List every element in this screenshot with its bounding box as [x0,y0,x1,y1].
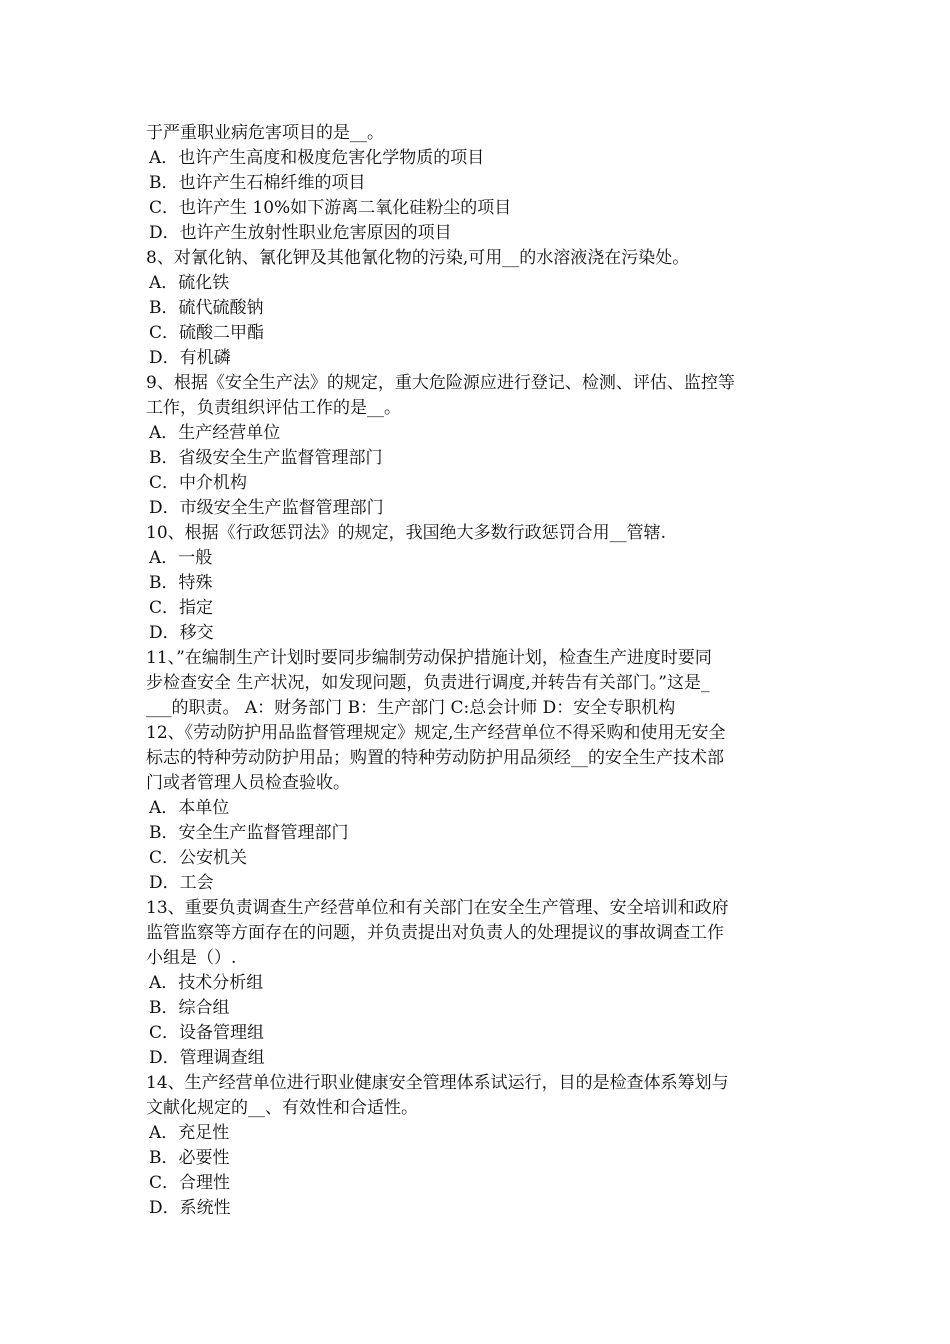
answer-option: A．充足性 [149,1123,230,1143]
answer-option: D．管理调查组 [149,1048,265,1068]
question-text-block [146,121,812,1221]
question-line: 步检查安全 生产状况，如发现问题，负责进行调度,并转告有关部门。”这是_ [146,673,710,693]
question-line: 于严重职业病危害项目的是__。 [146,123,384,143]
question-line: 11、”在编制生产计划时要同步编制劳动保护措施计划，检查生产进度时要同 [146,648,712,668]
answer-option: C．合理性 [149,1173,231,1193]
question-line: 监管监察等方面存在的问题，并负责提出对负责人的处理提议的事故调查工作 [146,923,724,943]
answer-option: D．市级安全生产监督管理部门 [149,498,384,518]
answer-option: C．也许产生 10%如下游离二氧化硅粉尘的项目 [149,198,512,218]
answer-option: D．系统性 [149,1198,231,1218]
question-line: 门或者管理人员检查验收。 [146,773,350,793]
question-line: 12、《劳动防护用品监督管理规定》规定,生产经营单位不得采购和使用无安全 [146,723,726,743]
answer-option: D．有机磷 [149,348,231,368]
question-line: 工作，负责组织评估工作的是__。 [146,398,401,418]
question-line: 标志的特种劳动防护用品；购置的特种劳动防护用品须经__的安全生产技术部 [146,748,724,768]
question-line: 文献化规定的__、有效性和合适性。 [146,1098,418,1118]
answer-option: A．也许产生高度和极度危害化学物质的项目 [149,148,485,168]
answer-option: A．硫化铁 [149,273,230,293]
answer-option: C．公安机关 [149,848,248,868]
answer-option: B．硫代硫酸钠 [149,298,264,318]
answer-option: A．生产经营单位 [149,423,281,443]
answer-option: C．指定 [149,598,214,618]
answer-option: B．安全生产监督管理部门 [149,823,349,843]
answer-option: A．技术分析组 [149,973,264,993]
answer-option: B．特殊 [149,573,213,593]
question-line: 13、重要负责调查生产经营单位和有关部门在安全生产管理、安全培训和政府 [146,898,729,918]
answer-option: D．移交 [149,623,214,643]
answer-option: C．设备管理组 [149,1023,265,1043]
answer-option: A．本单位 [149,798,230,818]
answer-option: D．工会 [149,873,214,893]
question-line: 8、对氰化钠、氰化钾及其他氰化物的污染,可用__的水溶液浇在污染处。 [146,248,690,268]
answer-option: B．也许产生石棉纤维的项目 [149,173,366,193]
question-line: 14、生产经营单位进行职业健康安全管理体系试运行，目的是检查体系筹划与 [146,1073,729,1093]
question-line: 小组是（）. [146,948,237,968]
answer-option: C．硫酸二甲酯 [149,323,265,343]
question-line: 9、根据《安全生产法》的规定，重大危险源应进行登记、检测、评估、监控等 [146,373,735,393]
answer-option: C．中介机构 [149,473,248,493]
answer-option: B．综合组 [149,998,230,1018]
answer-option: B．省级安全生产监督管理部门 [149,448,383,468]
answer-option: D．也许产生放射性职业危害原因的项目 [149,223,452,243]
answer-option: B．必要性 [149,1148,230,1168]
question-line: ___的职责。 A：财务部门 B：生产部门 C:总会计师 D：安全专职机构 [146,698,676,718]
answer-option: A．一般 [149,548,213,568]
question-line: 10、根据《行政惩罚法》的规定，我国绝大多数行政惩罚合用__管辖. [146,523,667,543]
